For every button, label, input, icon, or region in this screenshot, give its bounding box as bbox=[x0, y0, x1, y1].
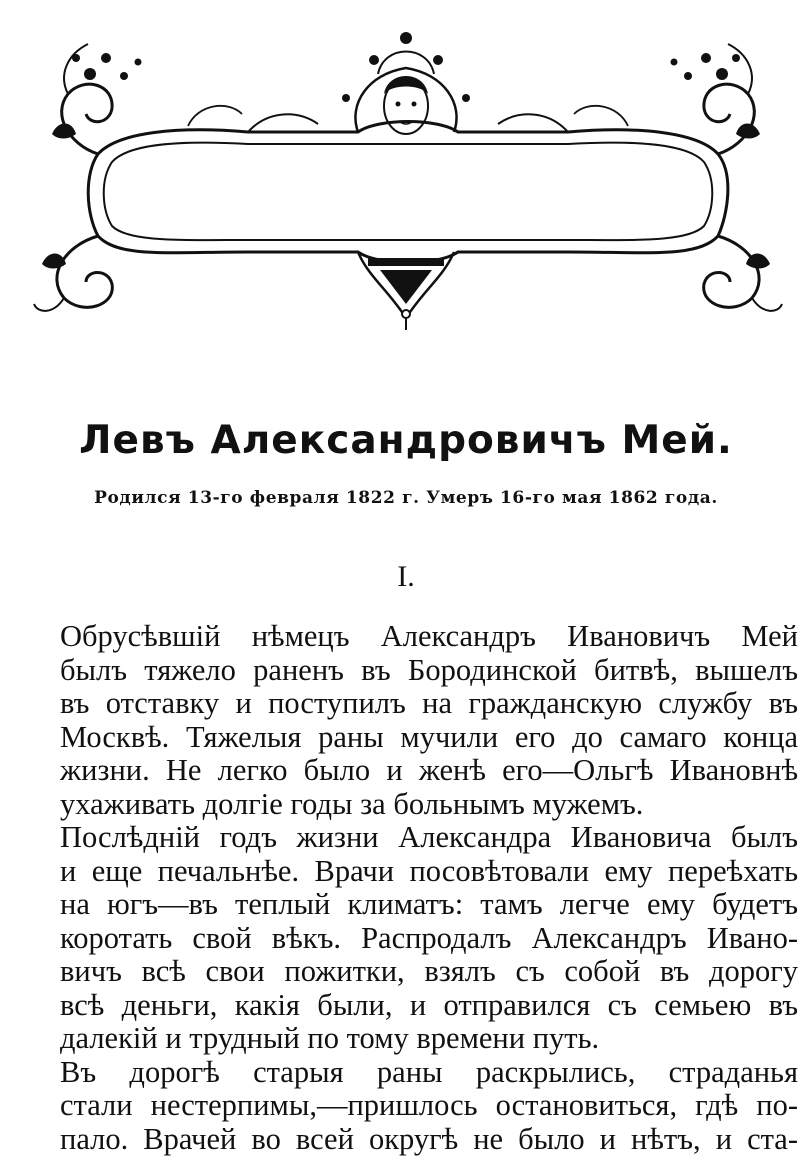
text-line: и еще печальнѣе. Врачи посовѣтовали ему переѣхать bbox=[60, 853, 798, 888]
text-line: Москвѣ. Тяжелыя раны мучили его до самаго конца bbox=[60, 719, 798, 754]
text-line: пало. Врачей во всей округѣ не было и нѣтъ, и ста- bbox=[60, 1121, 798, 1156]
page-title: Левъ Александровичъ Мей. bbox=[79, 418, 733, 463]
text-line: далекій и трудный по тому времени путь. bbox=[60, 1021, 600, 1055]
paragraph bbox=[16, 821, 798, 1056]
text-line: въ отставку и поступилъ на гражданскую службу въ bbox=[60, 686, 798, 720]
text-line: вичъ всѣ свои пожитки, взялъ съ собой въ дорогу bbox=[60, 954, 798, 988]
text-line: на югъ—въ теплый климатъ: тамъ легче ему будетъ bbox=[60, 887, 798, 921]
paragraph bbox=[16, 620, 798, 821]
decorative-header-ornament bbox=[28, 14, 784, 332]
text-line: Послѣдній годъ жизни Александра Ивановича былъ bbox=[60, 820, 798, 854]
section-number: I. bbox=[397, 560, 415, 593]
text-line: коротать свой вѣкъ. Распродалъ Александръ Ивано- bbox=[60, 920, 798, 955]
text-line: ухаживать долгіе годы за больнымъ мужемъ. bbox=[60, 786, 644, 821]
body-text bbox=[16, 620, 798, 1156]
text-line: Въ дорогѣ старыя раны раскрылись, страданья bbox=[60, 1054, 798, 1089]
paragraph bbox=[16, 1056, 798, 1157]
birth-death-dates: Родился 13-го февраля 1822 г. Умеръ 16-го мая 1862 года. bbox=[94, 488, 718, 508]
text-line: былъ тяжело раненъ въ Бородинской битвѣ, вышелъ bbox=[60, 652, 798, 687]
text-line: Обрусѣвшій нѣмецъ Александръ Ивановичъ Мей bbox=[60, 619, 798, 653]
text-line: стали нестерпимы,—пришлось остановиться, гдѣ по- bbox=[60, 1088, 798, 1122]
text-line: жизни. Не легко было и женѣ его—Ольгѣ Ивановнѣ bbox=[60, 753, 798, 787]
text-line: всѣ деньги, какія были, и отправился съ семьею въ bbox=[60, 987, 798, 1022]
